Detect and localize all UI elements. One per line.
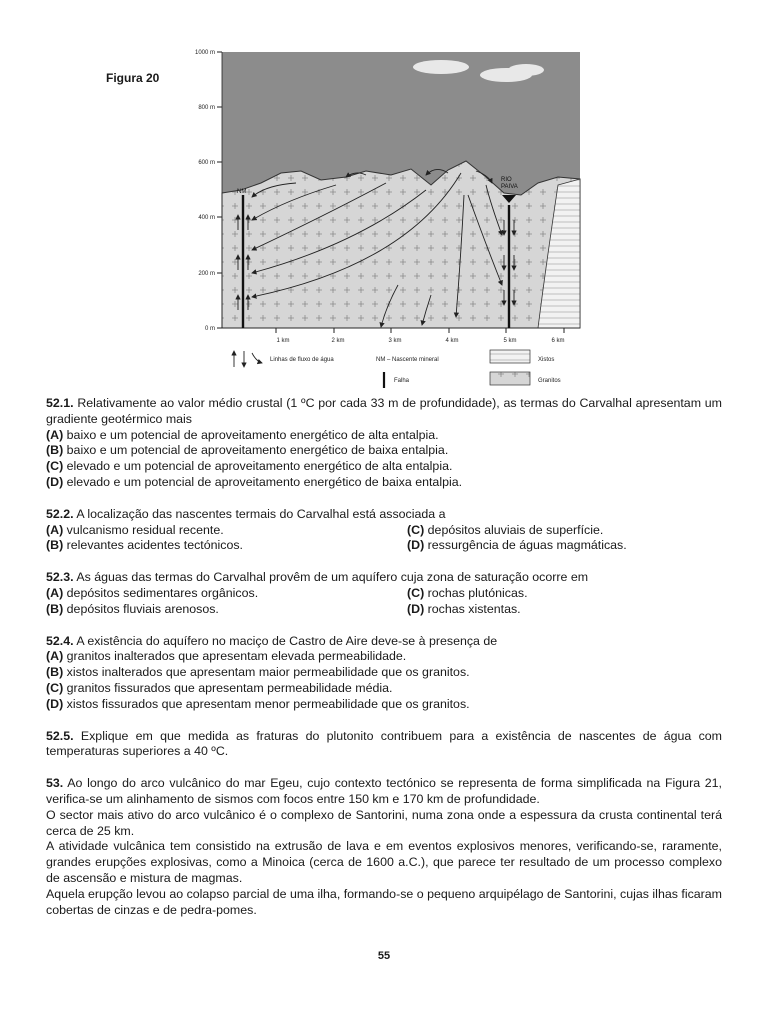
- question-52-2: 52.2. A localização das nascentes termais do Carvalhal está associada a (A) vulcanismo residual recente. (C) depósitos aluviais de superfície. (B) relevantes acidentes tectónicos. (D) ressurgência de águas magmáticas.: [46, 506, 627, 553]
- y-tick: 800 m: [198, 105, 215, 111]
- question-52-3: 52.3. As águas das termas do Carvalhal provêm de um aquífero cuja zona de saturação ocorre em (A) depósitos sedimentares orgânicos. (C) rochas plutónicas. (B) depósitos fluviais arenosos. (D) rochas xistentas.: [46, 570, 589, 616]
- question-52-1: 52.1. Relativamente ao valor médio crustal (1 ºC por cada 33 m de profundidade), as termas do Carvalhal apresentam um gradiente geotérmico mais (A) baixo e um potencial de aproveitamento energético de alta entalpia. (B) baixo e um potencial de aproveitamento energético de baixa entalpia. (C) elevado e um potencial de aproveitamento energético de alta entalpia. (D) elevado e um potencial de aproveitamento energético de baixa entalpia.: [46, 396, 722, 489]
- y-axis: [195, 50, 222, 332]
- figure-legend: [234, 350, 561, 388]
- legend-nm: NM – Nascente mineral: [376, 357, 439, 363]
- question-53: 53. Ao longo do arco vulcânico do mar Egeu, cujo contexto tectónico se representa de forma simplificada na Figura 21, verifica-se um alinhamento de sismos com focos entre 150 km e 170 km de profundidade. O sector mais ativo do arco vulcânico é o complexo de Santorini, numa zona onde a espessura da crusta continental terá cerca de 25 km. A atividade vulcânica tem consistido na extrusão de lava e em eventos explosivos menores, verificando-se, raramente, grandes erupções explosivas, como a Minoica (cerca de 1600 a.C.), que parece ter resultado de um processo complexo de ascensão e mistura de magmas. Aquela erupção levou ao colapso parcial de uma ilha, formando-se o pequeno arquipélago de Santorini, cujas ilhas ficaram cobertas de cinzas e de pedra-pomes.: [46, 776, 722, 917]
- x-tick: 4 km: [445, 338, 459, 344]
- question-52-5: 52.5. Explique em que medida as fraturas do plutonito contribuem para a existência de nascentes de água com temperaturas superiores a 40 ºC.: [46, 728, 722, 759]
- figure-label: Figura 20: [106, 71, 160, 85]
- legend-fault: Falha: [394, 378, 410, 384]
- nm-label: NM: [237, 189, 247, 195]
- river-label: PAIVA: [501, 184, 518, 190]
- x-tick: 3 km: [388, 338, 402, 344]
- legend-xistos: Xistos: [538, 357, 555, 363]
- legend-flow: Linhas de fluxo de água: [270, 357, 334, 363]
- y-tick: 600 m: [198, 160, 215, 166]
- y-tick: 1000 m: [194, 50, 215, 56]
- x-tick: 1 km: [276, 338, 290, 344]
- river-label: RIO: [501, 177, 512, 183]
- y-tick: 0 m: [204, 326, 215, 332]
- x-tick: 2 km: [331, 338, 345, 344]
- x-axis: [222, 328, 580, 344]
- x-tick: 6 km: [551, 338, 565, 344]
- page-number: 55: [377, 950, 391, 962]
- y-tick: 200 m: [198, 271, 215, 277]
- x-tick: 5 km: [503, 338, 517, 344]
- questions-block: [46, 396, 722, 918]
- legend-granitos: Granitos: [538, 378, 561, 384]
- y-tick: 400 m: [198, 215, 215, 221]
- figure-20-diagram: [186, 45, 586, 395]
- question-52-4: 52.4. A existência do aquífero no maciço de Castro de Aire deve-se à presença de (A) granitos inalterados que apresentam elevada permeabilidade. (B) xistos inalterados que apresentam maior permeabilidade que os granitos. (C) granitos fissurados que apresentam permeabilidade média. (D) xistos fissurados que apresentam menor permeabilidade que os granitos.: [46, 633, 498, 711]
